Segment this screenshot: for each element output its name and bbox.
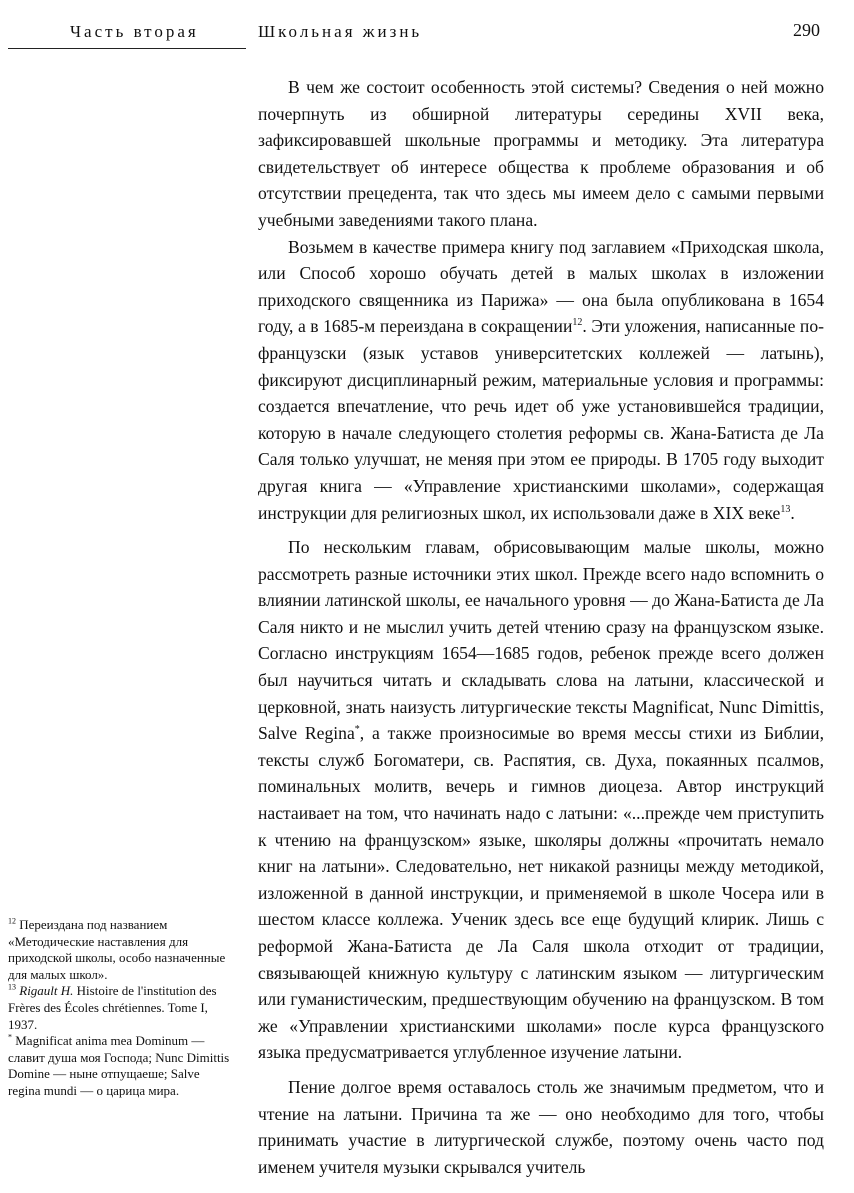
text-run: По нескольким главам, обрисовывающим малые школы, можно рассмотреть разные источники этих школ. Прежде всего надо вспомнить о влиянии латинской школы, ее начального уровня — до Жана-Батиста де Ла Саля никто и не мыслил учить детей чтению сразу на французском языке. Согласно инструкциям 1654—1685 годов, ребенок прежде всего должен был научиться читать и складывать слова на латыни, классической и церковной, знать наизусть литургические тексты Magnificat, Nunc Dimittis, Salve Regina bbox=[258, 537, 824, 744]
text-run: Возьмем в качестве примера книгу под заглавием «Приходская школа, или Способ хорошо обучать детей в малых школах в изложении приходского священника из Парижа» — она была опубликована в 1654 году, а в 1685-м переиздана в сокращении bbox=[258, 236, 824, 337]
text-run: . Эти уложения, написанные по-французски (язык уставов университетских коллежей — латынь), фиксируют дисциплинарный режим, материальные условия и программы: создается впечатление, что речь идет об уже установившейся традиции, которую в начале следующего столетия реформы св. Жана-Батиста де Ла Саля только улучшат, не меняя при этом ее природы. В 1705 году выходит другая книга — «Управление христианскими школами», содержащая инструкции для религиозных школ, их использовали даже в XIX веке bbox=[258, 316, 825, 523]
footnote-author: Rigault H. bbox=[19, 983, 74, 999]
footnotes bbox=[8, 917, 230, 1100]
footnote-mark: 12 bbox=[8, 916, 16, 926]
main-text bbox=[258, 74, 824, 1188]
page-number: 290 bbox=[793, 20, 820, 40]
paragraph bbox=[258, 534, 824, 1066]
text-run: Пение долгое время оставалось столь же значимым предметом, что и чтение на латыни. Причина та же — оно необходимо для того, чтобы принимать участие в литургической службе, поэтому очень часто под именем учителя музыки скрывался учитель bbox=[258, 1076, 824, 1177]
text-run: В чем же состоит особенность этой системы? Сведения о ней можно почерпнуть из обширной литературы середины XVII века, зафиксировавшей школьные программы и методику. Эта литература свидетельствует об интересе общества к проблеме образования и об отсутствии прецедента, так что здесь мы имеем дело с самыми первыми учебными заведениями такого плана. bbox=[258, 77, 824, 230]
footnote-text: Переиздана под названием «Методические наставления для приходской школы, особо назначенные для малых школ». bbox=[8, 917, 226, 982]
section-title: Школьная жизнь bbox=[258, 22, 423, 41]
footnote bbox=[8, 983, 230, 1033]
footnote-ref: 12 bbox=[572, 317, 583, 329]
paragraph bbox=[258, 234, 824, 527]
header-rule bbox=[8, 48, 246, 49]
footnote-ref: * bbox=[354, 724, 360, 736]
footnote-mark: * bbox=[8, 1032, 12, 1042]
footnote-mark: 13 bbox=[8, 983, 16, 993]
text-run: , а также произносимые во время мессы стихи из Библии, тексты служб Богоматери, св. Распятия, св. Духа, покаянных псалмов, поминальных молитв, вечерь и гимнов диоцеза. Автор инструкций настаивает на том, что начинать надо с латыни: «...прежде чем приступить к чтению на французском» языке, школяры должны «прочитать немало книг на латыни». Следовательно, нет никакой разницы между методикой, изложенной в данной инструкции, и применяемой в школе Чосера или в шестом классе коллежа. Ученик здесь все еще будущий клирик. Лишь с реформой Жана-Батиста де Ла Саля школа отходит от традиции, связывающей книжную культуру с латинским языком — литургическим или гуманистическим, предшествующим обучению на французском. В том же «Управлении христианскими школами» после курса французского языка предусматривается углубленное изучение латыни. bbox=[258, 723, 824, 1063]
footnote-text: Histoire de l'institution des Frères des Écoles chrétiennes. Tome I, 1937. bbox=[8, 983, 217, 1032]
paragraph bbox=[258, 74, 824, 234]
footnote-ref: 13 bbox=[780, 503, 791, 515]
footnote bbox=[8, 917, 230, 983]
part-title: Часть вторая bbox=[70, 22, 199, 41]
paragraph bbox=[258, 1074, 824, 1180]
footnote-text: Magnificat anima mea Dominum — славит душа моя Господа; Nunc Dimittis Domine — ныне отпущаеше; Salve regina mundi — о царица мира. bbox=[8, 1033, 230, 1098]
footnote bbox=[8, 1033, 230, 1099]
text-run: . bbox=[790, 502, 795, 523]
running-header bbox=[0, 16, 854, 46]
